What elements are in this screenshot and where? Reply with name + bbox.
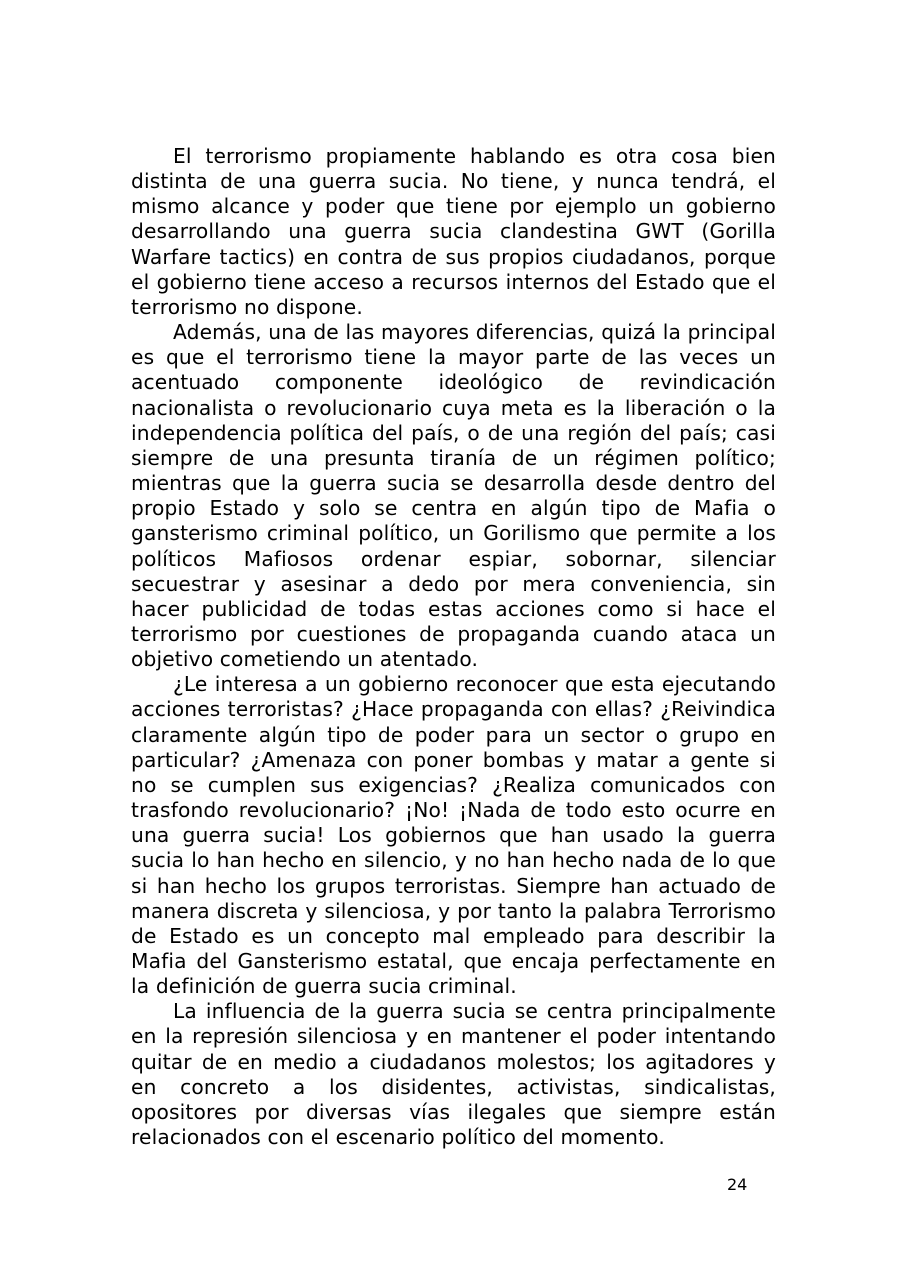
paragraph-2: Además, una de las mayores diferencias, quizá la principal es que el terrorismo tiene la mayor parte de las veces un acentuado componente ideológico de revindicación nacionalista o revolucionario cuya meta es la liberación o la independencia política del país, o de una región del país; casi siempre de una presunta tiranía de un régimen político; mientras que la guerra sucia se desarrolla desde dentro del propio Estado y solo se centra en algún tipo de Mafia o gansterismo criminal político, un Gorilismo que permite a los políticos Mafiosos ordenar espiar, sobornar, silenciar secuestrar y asesinar a dedo por mera conveniencia, sin hacer publicidad de todas estas acciones como si hace el terrorismo por cuestiones de propaganda cuando ataca un objetivo cometiendo un atentado. — [131, 320, 776, 672]
paragraph-3: ¿Le interesa a un gobierno reconocer que esta ejecutando acciones terroristas? ¿Hace propaganda con ellas? ¿Reivindica claramente algún tipo de poder para un sector o grupo en particular? ¿Amenaza con poner bombas y matar a gente si no se cumplen sus exigencias? ¿Realiza comunicados con trasfondo revolucionario? ¡No! ¡Nada de todo esto ocurre en una guerra sucia! Los gobiernos que han usado la guerra sucia lo han hecho en silencio, y no han hecho nada de lo que si han hecho los grupos terroristas. Siempre han actuado de manera discreta y silenciosa, y por tanto la palabra Terrorismo de Estado es un concepto mal empleado para describir la Mafia del Gansterismo estatal, que encaja perfectamente en la definición de guerra sucia criminal. — [131, 672, 776, 999]
paragraph-1: El terrorismo propiamente hablando es otra cosa bien distinta de una guerra sucia. No tiene, y nunca tendrá, el mismo alcance y poder que tiene por ejemplo un gobierno desarrollando una guerra sucia clandestina GWT (Gorilla Warfare tactics) en contra de sus propios ciudadanos, porque el gobierno tiene acceso a recursos internos del Estado que el terrorismo no dispone. — [131, 144, 776, 319]
paragraph-4: La influencia de la guerra sucia se centra principalmente en la represión silenciosa y en mantener el poder intentando quitar de en medio a ciudadanos molestos; los agitadores y en concreto a los disidentes, activistas, sindicalistas, opositores por diversas vías ilegales que siempre están relacionados con el escenario político del momento. — [131, 999, 776, 1150]
page-number: 24 — [727, 1175, 748, 1194]
body-text — [131, 144, 776, 1150]
